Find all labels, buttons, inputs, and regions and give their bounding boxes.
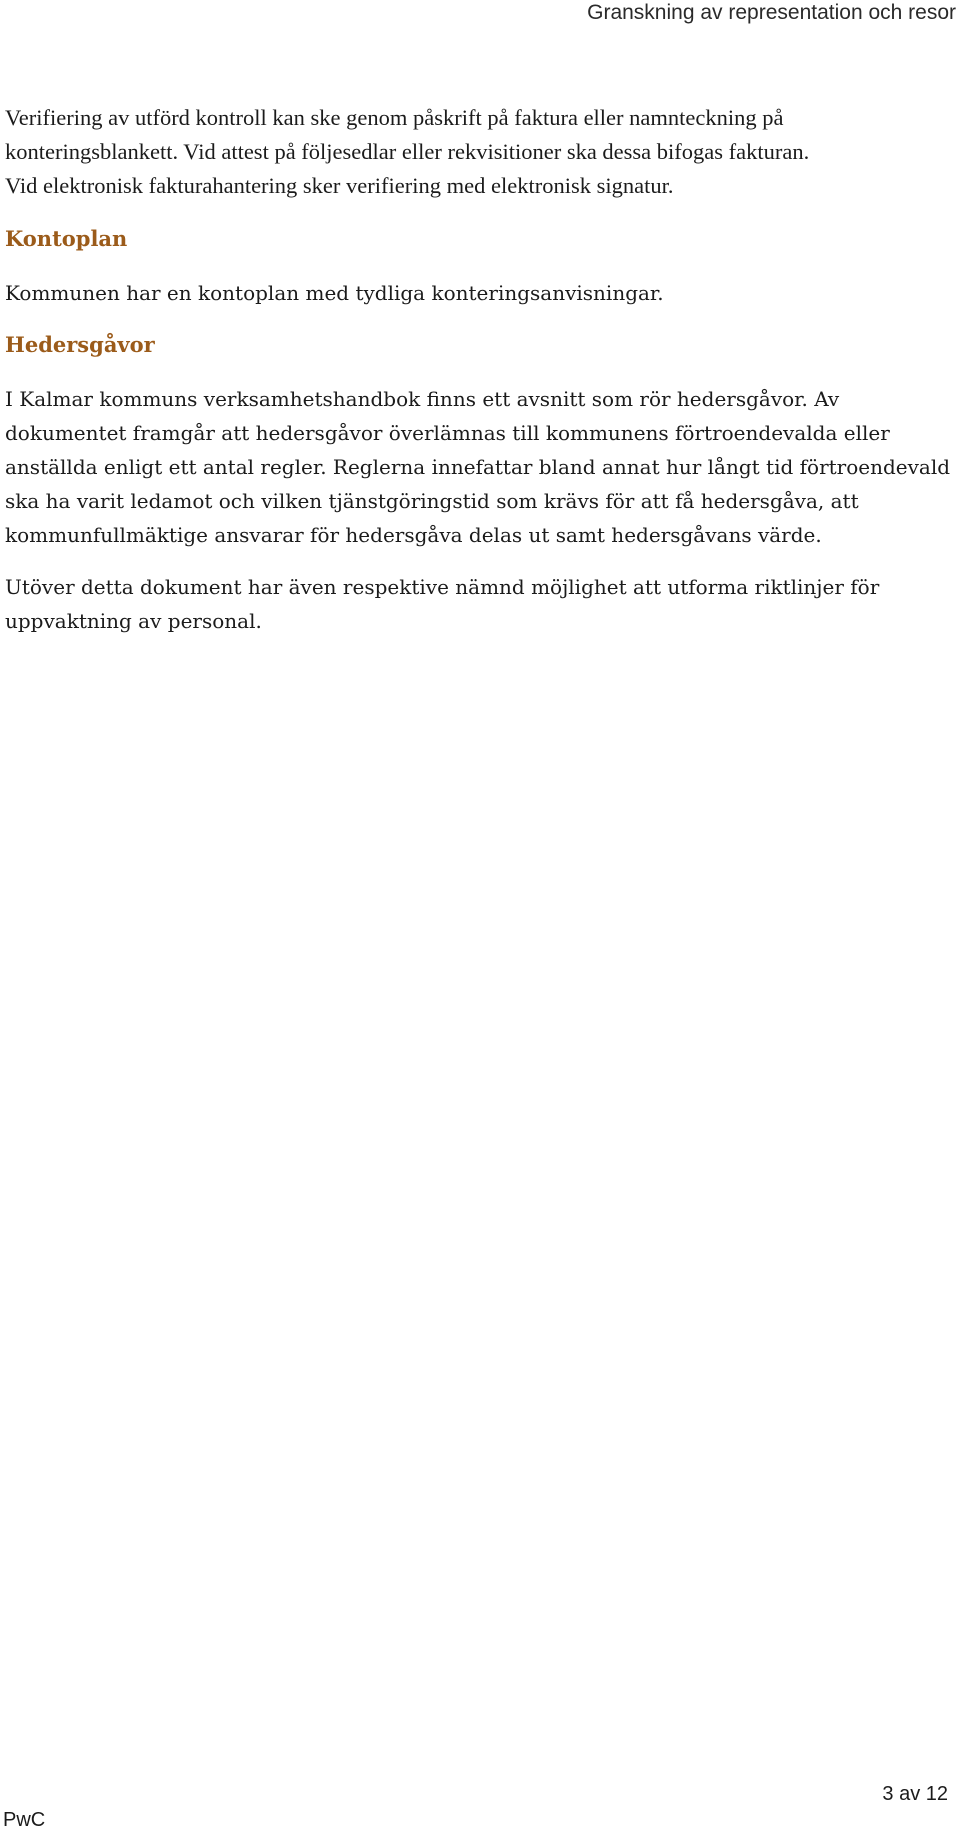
heading-hedersgavor: Hedersgåvor <box>5 332 155 357</box>
hedersgavor-paragraph-1: I Kalmar kommuns verksamhetshandbok finns ett avsnitt som rör hedersgåvor. Av dokumentet framgår att hedersgåvor överlämnas till kommunens förtroendevalda eller anställda enligt ett antal regler. Reglerna innefattar bland annat hur långt tid förtroendevald ska ha varit ledamot och vilken tjänstgöringstid som krävs för att få hedersgåva, att kommunfullmäktige ansvarar för hedersgåva delas ut samt hedersgåvans värde. <box>5 387 951 547</box>
heading-kontoplan: Kontoplan <box>5 226 128 251</box>
page-number: 3 av 12 <box>882 1783 948 1805</box>
hedersgavor-paragraph-2: Utöver detta dokument har även respektive nämnd möjlighet att utforma riktlinjer för uppvaktning av personal. <box>5 575 880 633</box>
verification-paragraph: Verifiering av utförd kontroll kan ske genom påskrift på faktura eller namnteckning på konteringsblankett. Vid attest på följesedlar eller rekvisitioner ska dessa bifogas fakturan. Vid elektronisk fakturahantering sker verifiering med elektronisk signatur. <box>5 105 810 198</box>
kontoplan-paragraph: Kommunen har en kontoplan med tydliga konteringsanvisningar. <box>5 281 664 305</box>
document-body <box>5 101 957 638</box>
brand-label: PwC <box>3 1809 46 1831</box>
running-header-title: Granskning av representation och resor <box>587 1 956 24</box>
